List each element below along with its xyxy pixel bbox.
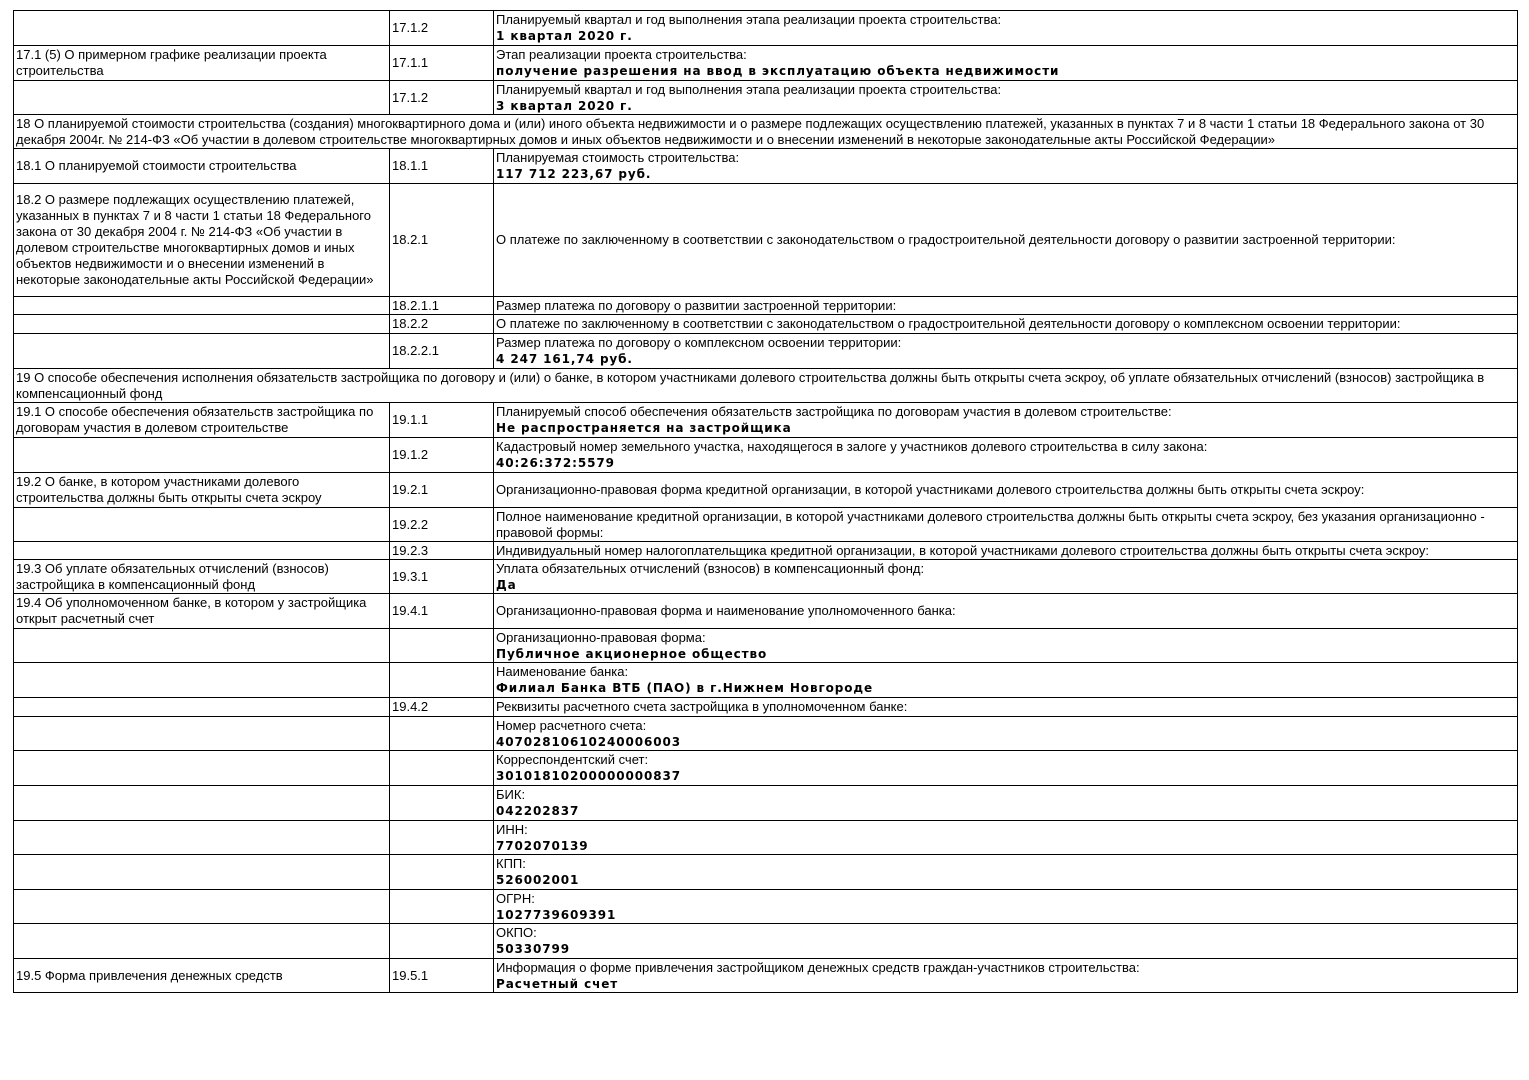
section-title-cell: [14, 542, 390, 560]
table-row: [14, 149, 1518, 184]
section-title-cell: [14, 890, 390, 924]
item-value: Расчетный счет: [496, 976, 619, 991]
item-label: Размер платежа по договору о развитии застроенной территории:: [496, 297, 897, 313]
item-label: Размер платежа по договору о комплексном освоении территории:: [496, 335, 902, 350]
item-code-cell: [390, 629, 494, 663]
section-title-cell: [14, 663, 390, 698]
table-body: [14, 11, 1518, 993]
item-value: получение разрешения на ввод в эксплуатацию объекта недвижимости: [496, 64, 1060, 78]
item-code-cell: 19.5.1: [390, 959, 494, 993]
table-row: [14, 542, 1518, 560]
section-title-cell: [14, 334, 390, 369]
item-content-cell: [494, 890, 1518, 924]
item-label: Организационно-правовая форма:: [496, 629, 706, 645]
item-label: ОКПО:: [496, 925, 537, 940]
item-label: КПП:: [496, 856, 526, 871]
item-label: Индивидуальный номер налогоплательщика кредитной организации, в которой участниками долевого строительства должны быть открыты счета эскроу:: [496, 542, 1430, 558]
item-content-cell: [494, 629, 1518, 663]
section-title-cell: [14, 698, 390, 717]
item-code-cell: [390, 717, 494, 751]
item-label: Этап реализации проекта строительства:: [496, 47, 747, 62]
item-code-cell: 19.3.1: [390, 560, 494, 594]
item-content-cell: [494, 315, 1518, 334]
item-code-cell: 18.1.1: [390, 149, 494, 184]
table-row: [14, 184, 1518, 297]
item-content-cell: [494, 149, 1518, 184]
section-title-cell: [14, 297, 390, 315]
item-label: О платеже по заключенному в соответствии с законодательством о градостроительной деятельности договору о комплексном освоении территории:: [496, 316, 1401, 331]
item-label: Наименование банка:: [496, 664, 629, 679]
item-label: Информация о форме привлечения застройщиком денежных средств граждан-участников строительства:: [496, 959, 1140, 975]
table-row: [14, 786, 1518, 821]
item-content-cell: [494, 751, 1518, 786]
table-row: [14, 890, 1518, 924]
item-code-cell: [390, 663, 494, 698]
item-code-cell: [390, 786, 494, 821]
item-code-cell: [390, 821, 494, 855]
section-header-row: [14, 115, 1518, 149]
item-content-cell: [494, 297, 1518, 315]
item-code-cell: 17.1.2: [390, 11, 494, 46]
section-title-cell: 19.2 О банке, в котором участниками долевого строительства должны быть открыты счета эскроу: [14, 473, 390, 508]
item-code-cell: 18.2.2.1: [390, 334, 494, 369]
item-content-cell: [494, 821, 1518, 855]
table-row: [14, 821, 1518, 855]
table-row: [14, 698, 1518, 717]
item-value: 1 квартал 2020 г.: [496, 29, 633, 43]
section-title-cell: [14, 315, 390, 334]
section-title-cell: [14, 924, 390, 959]
section-title-cell: 19.4 Об уполномоченном банке, в котором у застройщика открыт расчетный счет: [14, 594, 390, 629]
section-title-cell: [14, 717, 390, 751]
item-content-cell: [494, 184, 1518, 297]
item-content-cell: [494, 542, 1518, 560]
item-label: Планируемый квартал и год выполнения этапа реализации проекта строительства:: [496, 81, 1002, 97]
item-value: Публичное акционерное общество: [496, 646, 768, 661]
item-code-cell: [390, 751, 494, 786]
item-code-cell: [390, 855, 494, 890]
item-label: Планируемый способ обеспечения обязательств застройщика по договорам участия в долевом строительстве:: [496, 404, 1172, 419]
table-row: [14, 473, 1518, 508]
item-content-cell: [494, 663, 1518, 698]
item-code-cell: 17.1.1: [390, 46, 494, 81]
item-label: Корреспондентский счет:: [496, 752, 649, 767]
table-row: [14, 629, 1518, 663]
item-content-cell: [494, 560, 1518, 594]
item-code-cell: 18.2.2: [390, 315, 494, 334]
item-label: Организационно-правовая форма кредитной организации, в которой участниками долевого строительства должны быть открыты счета эскроу:: [496, 482, 1365, 497]
item-value: Не распространяется на застройщика: [496, 421, 792, 435]
item-code-cell: 19.1.2: [390, 438, 494, 473]
item-content-cell: [494, 959, 1518, 993]
item-content-cell: [494, 334, 1518, 369]
item-value: 042202837: [496, 804, 580, 818]
item-label: ОГРН:: [496, 890, 535, 906]
item-label: Полное наименование кредитной организации, в которой участниками долевого строительства должны быть открыты счета эскроу, без указания организационно - правовой формы:: [496, 508, 1485, 540]
item-value: 50330799: [496, 942, 570, 956]
item-value: 1027739609391: [496, 907, 617, 922]
section-title-cell: 17.1 (5) О примерном графике реализации проекта строительства: [14, 46, 390, 81]
section-title-cell: 19.5 Форма привлечения денежных средств: [14, 959, 390, 993]
item-value: 117 712 223,67 руб.: [496, 167, 652, 181]
table-row: [14, 717, 1518, 751]
item-content-cell: [494, 855, 1518, 890]
section-title-cell: [14, 508, 390, 542]
item-code-cell: 18.2.1: [390, 184, 494, 297]
item-label: Уплата обязательных отчислений (взносов) в компенсационный фонд:: [496, 560, 925, 576]
item-content-cell: [494, 81, 1518, 115]
item-value: Филиал Банка ВТБ (ПАО) в г.Нижнем Новгороде: [496, 681, 874, 695]
table-row: [14, 46, 1518, 81]
item-content-cell: [494, 508, 1518, 542]
item-code-cell: 19.2.1: [390, 473, 494, 508]
item-label: О платеже по заключенному в соответствии с законодательством о градостроительной деятельности договору о развитии застроенной территории:: [496, 232, 1396, 247]
item-content-cell: [494, 11, 1518, 46]
item-label: ИНН:: [496, 821, 528, 837]
section-title-cell: [14, 81, 390, 115]
table-row: [14, 508, 1518, 542]
item-label: БИК:: [496, 787, 526, 802]
table-row: [14, 855, 1518, 890]
item-value: 40:26:372:5579: [496, 456, 615, 470]
section-heading: 19 О способе обеспечения исполнения обязательств застройщика по договору и (или) о банке, в котором участниками долевого строительства должны быть открыты счета эскроу, об уплате обязательных отчислений (взносов) застройщика в компенсационный фонд: [14, 369, 1518, 403]
table-row: [14, 959, 1518, 993]
section-title-cell: [14, 438, 390, 473]
item-content-cell: [494, 924, 1518, 959]
section-title-cell: [14, 751, 390, 786]
item-content-cell: [494, 786, 1518, 821]
section-title-cell: 19.3 Об уплате обязательных отчислений (взносов) застройщика в компенсационный фонд: [14, 560, 390, 594]
item-value: 526002001: [496, 873, 580, 887]
item-value: 30101810200000000837: [496, 769, 681, 783]
item-label: Организационно-правовая форма и наименование уполномоченного банка:: [496, 603, 956, 618]
table-row: [14, 297, 1518, 315]
item-content-cell: [494, 594, 1518, 629]
item-code-cell: 18.2.1.1: [390, 297, 494, 315]
item-content-cell: [494, 473, 1518, 508]
table-row: [14, 403, 1518, 438]
item-value: 40702810610240006003: [496, 734, 681, 749]
item-label: Кадастровый номер земельного участка, находящегося в залоге у участников долевого строительства в силу закона:: [496, 439, 1208, 454]
disclosure-table: [13, 10, 1518, 993]
item-value: Да: [496, 577, 517, 592]
table-row: [14, 315, 1518, 334]
item-value: 7702070139: [496, 838, 589, 853]
table-row: [14, 438, 1518, 473]
table-row: [14, 924, 1518, 959]
item-label: Планируемая стоимость строительства:: [496, 150, 740, 165]
item-content-cell: [494, 698, 1518, 717]
table-row: [14, 751, 1518, 786]
table-row: [14, 663, 1518, 698]
section-title-cell: 19.1 О способе обеспечения обязательств застройщика по договорам участия в долевом строительстве: [14, 403, 390, 438]
item-code-cell: 19.2.2: [390, 508, 494, 542]
item-content-cell: [494, 403, 1518, 438]
section-title-cell: [14, 821, 390, 855]
section-title-cell: 18.2 О размере подлежащих осуществлению платежей, указанных в пунктах 7 и 8 части 1 статьи 18 Федерального закона от 30 декабря 2004 г. № 214-ФЗ «Об участии в долевом строительстве многоквартирных домов и иных объектов недвижимости и о внесении изменений в некоторые законодательные акты Российской Федерации»: [14, 184, 390, 297]
table-row: [14, 560, 1518, 594]
item-code-cell: 19.4.2: [390, 698, 494, 717]
item-code-cell: 19.1.1: [390, 403, 494, 438]
item-code-cell: 19.2.3: [390, 542, 494, 560]
section-header-row: [14, 369, 1518, 403]
section-heading: 18 О планируемой стоимости строительства (создания) многоквартирного дома и (или) иного объекта недвижимости и о размере подлежащих осуществлению платежей, указанных в пунктах 7 и 8 части 1 статьи 18 Федерального закона от 30 декабря 2004г. № 214-ФЗ «Об участии в долевом строительстве многоквартирных домов и иных объектов недвижимости и о внесении изменений в некоторые законодательные акты Российской Федерации»: [14, 115, 1518, 149]
item-code-cell: 19.4.1: [390, 594, 494, 629]
table-row: [14, 81, 1518, 115]
item-code-cell: [390, 890, 494, 924]
section-title-cell: [14, 629, 390, 663]
item-label: Реквизиты расчетного счета застройщика в уполномоченном банке:: [496, 699, 908, 714]
item-label: Номер расчетного счета:: [496, 717, 647, 733]
item-value: 4 247 161,74 руб.: [496, 352, 633, 366]
item-label: Планируемый квартал и год выполнения этапа реализации проекта строительства:: [496, 12, 1002, 27]
item-code-cell: [390, 924, 494, 959]
item-content-cell: [494, 438, 1518, 473]
item-content-cell: [494, 717, 1518, 751]
item-content-cell: [494, 46, 1518, 81]
table-row: [14, 594, 1518, 629]
section-title-cell: [14, 855, 390, 890]
section-title-cell: [14, 786, 390, 821]
section-title-cell: 18.1 О планируемой стоимости строительства: [14, 149, 390, 184]
table-row: [14, 11, 1518, 46]
table-row: [14, 334, 1518, 369]
section-title-cell: [14, 11, 390, 46]
item-value: 3 квартал 2020 г.: [496, 98, 633, 113]
item-code-cell: 17.1.2: [390, 81, 494, 115]
